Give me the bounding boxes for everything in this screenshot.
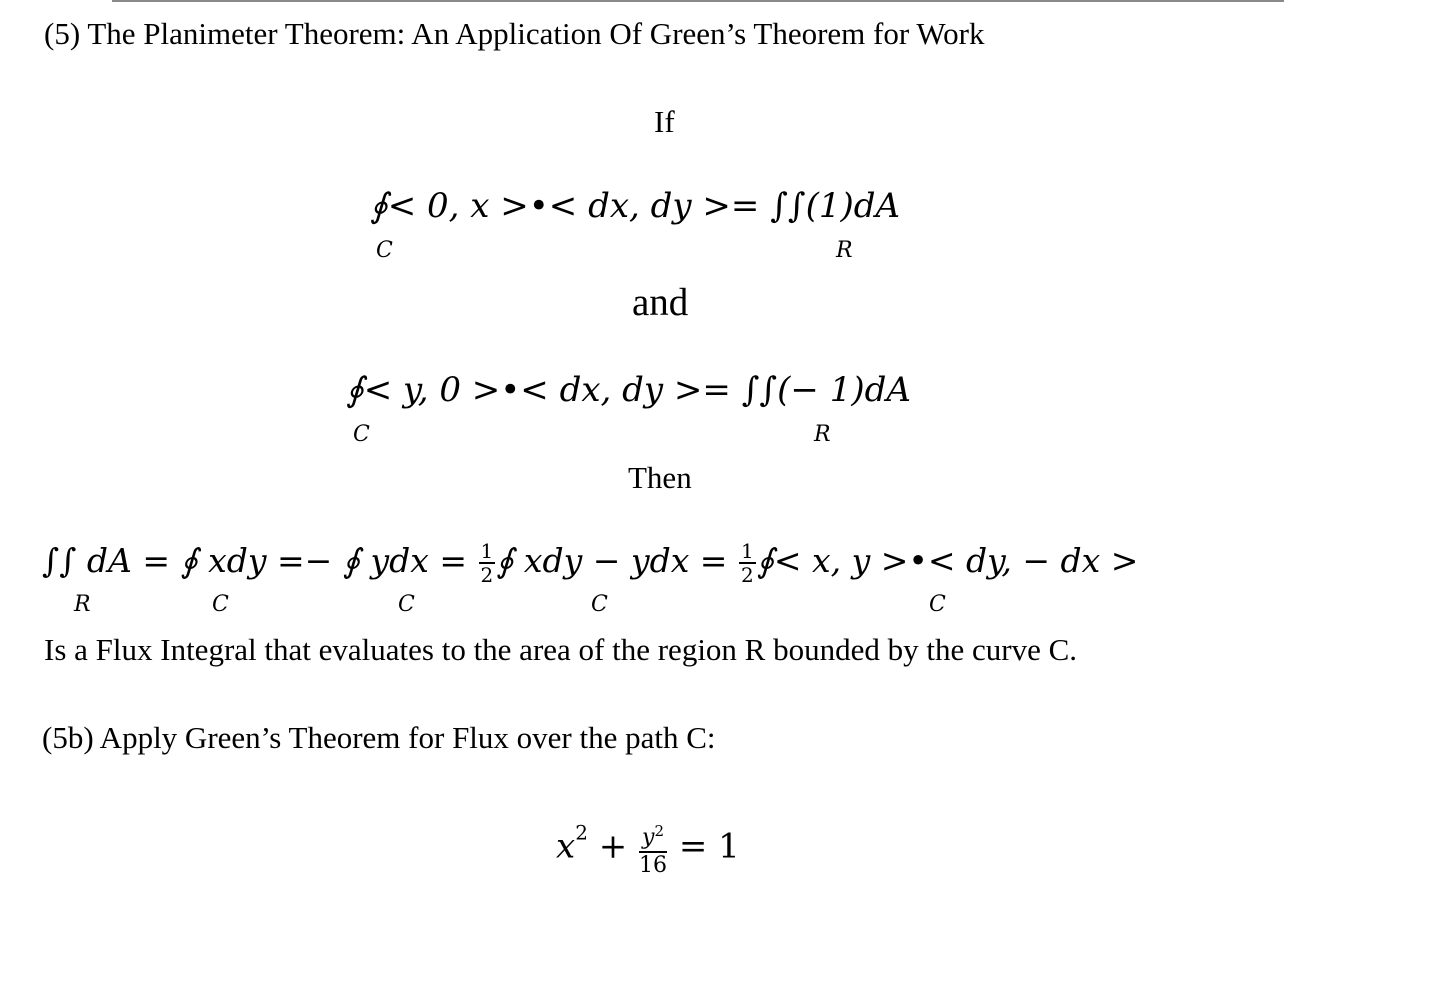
equation-2-contour-label: C [353, 422, 370, 447]
equation-3-contour-label-1: C [212, 592, 229, 617]
word-if: If [654, 104, 675, 139]
word-and: and [632, 281, 689, 324]
top-divider [112, 0, 1284, 2]
plus-sign: + [598, 826, 628, 867]
equation-2-region-label: R [814, 422, 831, 447]
equation-3-part-2: ∮ xdy − ydx = [496, 541, 728, 580]
ellipse-equation [556, 818, 740, 879]
subsection-heading: (5b) Apply Green’s Theorem for Flux over the path C: [42, 720, 716, 755]
equation-1-contour-label: C [376, 238, 393, 263]
equation-1-text: ∮< 0, x >•< dx, dy >= ∫∫(1)dA [370, 186, 901, 226]
equation-2-text: ∮< y, 0 >•< dx, dy >= ∫∫(− 1)dA [346, 370, 911, 410]
var-x: x [556, 826, 576, 867]
equation-3-contour-label-2: C [398, 592, 415, 617]
equation-work-x [370, 186, 900, 226]
section-heading: (5) The Planimeter Theorem: An Application Of Green’s Theorem for Work [44, 16, 985, 51]
one-half-fraction: $\frac{1}{2}$ [480, 539, 494, 587]
equation-planimeter [42, 540, 1138, 586]
one-half-fraction-2: $\frac{1}{2}$ [740, 539, 754, 587]
flux-statement: Is a Flux Integral that evaluates to the area of the region R bounded by the curve C. [44, 632, 1078, 667]
equals-one: = 1 [678, 826, 740, 867]
y-squared-over-16: $\frac{y^2}{16}$ [639, 818, 667, 879]
equation-1-region-label: R [836, 238, 853, 263]
equation-3-contour-label-3: C [591, 592, 608, 617]
equation-3-part-3: ∮< x, y >•< dy, − dx > [756, 541, 1139, 580]
equation-3-part-1: ∫∫ dA = ∮ xdy =− ∮ ydx = [42, 541, 468, 580]
equation-work-y [346, 370, 911, 410]
word-then: Then [628, 460, 692, 495]
equation-3-contour-label-4: C [929, 592, 946, 617]
x-exponent: 2 [575, 820, 588, 845]
equation-3-region-label: R [74, 592, 91, 617]
